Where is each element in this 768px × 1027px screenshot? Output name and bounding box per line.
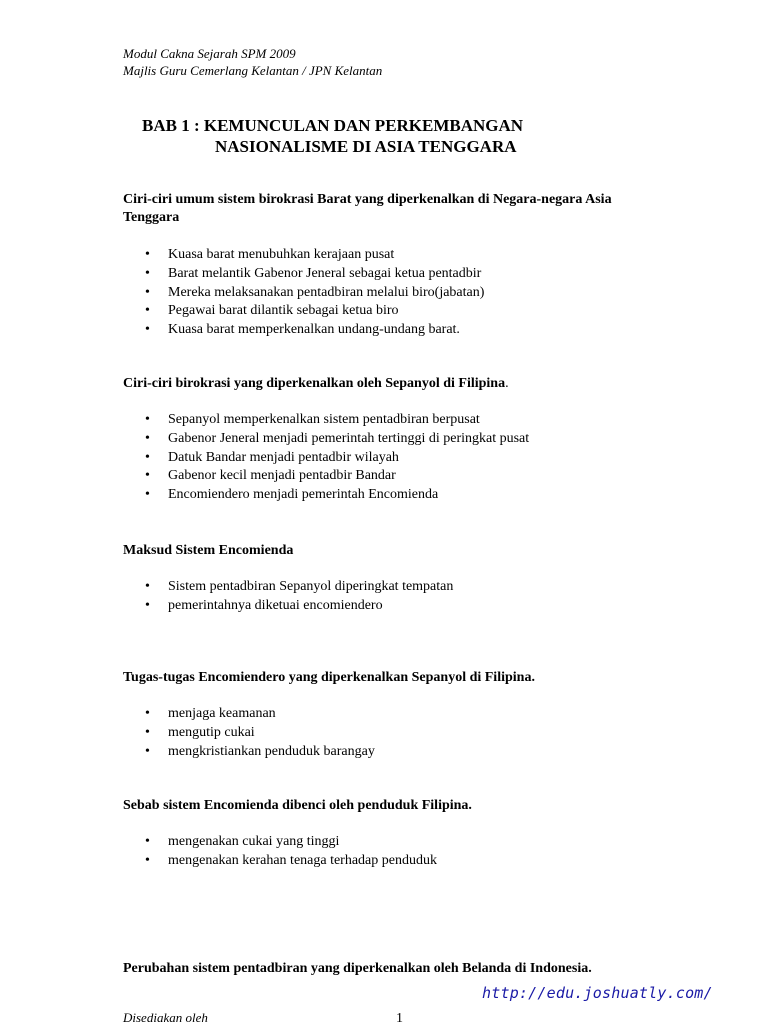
list-item: • Mereka melaksanakan pentadbiran melalui biro(jabatan) xyxy=(123,284,663,303)
section-heading xyxy=(123,375,663,393)
list-item: • Barat melantik Gabenor Jeneral sebagai ketua pentadbir xyxy=(123,265,663,284)
section-heading: Maksud Sistem Encomienda xyxy=(123,543,294,558)
list-item: • Kuasa barat menubuhkan kerajaan pusat xyxy=(123,246,663,265)
bullet-list xyxy=(123,578,663,616)
list-item: • mengkristiankan penduduk barangay xyxy=(123,743,663,762)
bullet-list xyxy=(123,833,663,871)
chapter-title-line-1: BAB 1 : KEMUNCULAN DAN PERKEMBANGAN xyxy=(142,116,524,135)
section-encomienda-hated xyxy=(123,797,663,871)
list-item: • pemerintahnya diketuai encomiendero xyxy=(123,597,663,616)
section-heading-text: Ciri-ciri birokrasi yang diperkenalkan oleh Sepanyol di Filipina xyxy=(123,376,506,391)
bullet-list xyxy=(123,705,663,761)
chapter-title xyxy=(142,115,523,157)
section-heading: Perubahan sistem pentadbiran yang diperkenalkan oleh Belanda di Indonesia. xyxy=(123,961,592,976)
section-encomiendero-duties xyxy=(123,669,663,761)
chapter-title-line-2: NASIONALISME DI ASIA TENGGARA xyxy=(215,137,517,156)
section-heading-period: . xyxy=(505,376,509,391)
list-item: • Sepanyol memperkenalkan sistem pentadbiran berpusat xyxy=(123,411,663,430)
list-item: • mengenakan kerahan tenaga terhadap penduduk xyxy=(123,852,663,871)
section-encomienda-meaning xyxy=(123,542,663,616)
section-heading: Ciri-ciri umum sistem birokrasi Barat yang diperkenalkan di Negara-negara Asia Tenggara xyxy=(123,192,612,225)
section-dutch-administration xyxy=(123,960,663,978)
section-heading: Sebab sistem Encomienda dibenci oleh penduduk Filipina. xyxy=(123,798,472,813)
bullet-list xyxy=(123,246,663,340)
bullet-list xyxy=(123,411,663,505)
list-item: • menjaga keamanan xyxy=(123,705,663,724)
list-item: • Encomiendero menjadi pemerintah Encomienda xyxy=(123,486,663,505)
list-item: • Gabenor Jeneral menjadi pemerintah tertinggi di peringkat pusat xyxy=(123,430,663,449)
document-header xyxy=(123,45,382,79)
list-item: • Kuasa barat memperkenalkan undang-undang barat. xyxy=(123,321,663,340)
header-organization: Majlis Guru Cemerlang Kelantan / JPN Kelantan xyxy=(123,63,383,78)
watermark-url-link[interactable]: http://edu.joshuatly.com/ xyxy=(482,984,713,1002)
list-item: • mengenakan cukai yang tinggi xyxy=(123,833,663,852)
header-module-title: Modul Cakna Sejarah SPM 2009 xyxy=(123,46,296,61)
footer-prepared-by: Disediakan oleh xyxy=(123,1010,208,1025)
list-item: • Pegawai barat dilantik sebagai ketua biro xyxy=(123,302,663,321)
section-spanish-bureaucracy xyxy=(123,375,663,505)
page-number: 1 xyxy=(396,1011,403,1026)
list-item: • Gabenor kecil menjadi pentadbir Bandar xyxy=(123,467,663,486)
list-item: • mengutip cukai xyxy=(123,724,663,743)
section-heading: Tugas-tugas Encomiendero yang diperkenalkan Sepanyol di Filipina. xyxy=(123,670,535,685)
section-western-bureaucracy xyxy=(123,191,663,340)
list-item: • Sistem pentadbiran Sepanyol diperingkat tempatan xyxy=(123,578,663,597)
list-item: • Datuk Bandar menjadi pentadbir wilayah xyxy=(123,449,663,468)
